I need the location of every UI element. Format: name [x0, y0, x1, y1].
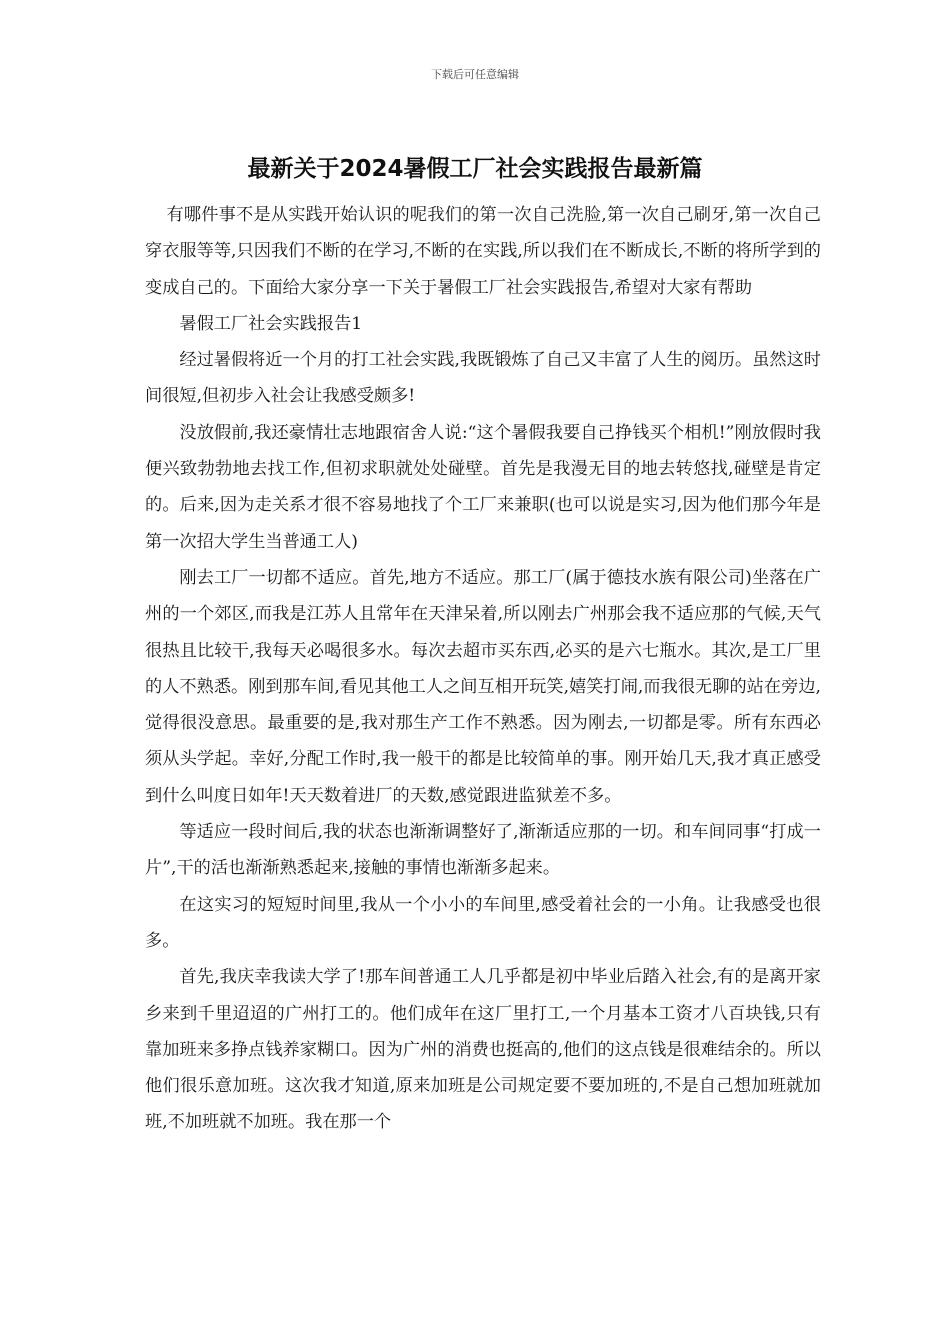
paragraph: 在这实习的短短时间里,我从一个小小的车间里,感受着社会的一小角。让我感受也很多。: [145, 894, 821, 951]
document-title: 最新关于2024暑假工厂社会实践报告最新篇: [247, 156, 703, 182]
section-heading: 暑假工厂社会实践报告1: [179, 313, 363, 334]
paragraph-intro: 有哪件事不是从实践开始认识的呢我们的第一次自己洗脸,第一次自己刷牙,第一次自己穿衣服等等,只因我们不断的在学习,不断的在实践,所以我们在不断成长,不断的将所学到的变成自己的。下面给大家分享一下关于暑假工厂社会实践报告,希望对大家有帮助: [145, 205, 821, 298]
paragraph: 刚去工厂一切都不适应。首先,地方不适应。那工厂(属于德技水族有限公司)坐落在广州的一个郊区,而我是江苏人且常年在天津呆着,所以刚去广州那会我不适应那的气候,天气很热且比较干,我每天必喝很多水。每次去超市买东西,必买的是六七瓶水。其次,是工厂里的人不熟悉。刚到那车间,看见其他工人之间互相开玩笑,嬉笑打闹,而我很无聊的站在旁边,觉得很没意思。最重要的是,我对那生产工作不熟悉。因为刚去,一切都是零。所有东西必须从头学起。幸好,分配工作时,我一般干的都是比较简单的事。刚开始几天,我才真正感受到什么叫度日如年!天天数着进厂的天数,感觉跟进监狱差不多。: [145, 567, 821, 806]
header-note: 下载后可任意编辑: [431, 68, 519, 81]
paragraph: 首先,我庆幸我读大学了!那车间普通工人几乎都是初中毕业后踏入社会,有的是离开家乡来到千里迢迢的广州打工的。他们成年在这厂里打工,一个月基本工资才八百块钱,只有靠加班来多挣点钱养家糊口。因为广州的消费也挺高的,他们的这点钱是很难结余的。所以他们很乐意加班。这次我才知道,原来加班是公司规定要不要加班的,不是自己想加班就加班,不加班就不加班。我在那一个: [145, 967, 821, 1133]
paragraph: 等适应一段时间后,我的状态也渐渐调整好了,渐渐适应那的一切。和车间同事“打成一片”,干的活也渐渐熟悉起来,接触的事情也渐渐多起来。: [145, 822, 821, 879]
paragraph: 没放假前,我还豪情壮志地跟宿舍人说:“这个暑假我要自己挣钱买个相机!”刚放假时我便兴致勃勃地去找工作,但初求职就处处碰壁。首先是我漫无目的地去转悠找,碰壁是肯定的。后来,因为走关系才很不容易地找了个工厂来兼职(也可以说是实习,因为他们那今年是第一次招大学生当普通工人): [145, 422, 821, 552]
document-body: [145, 197, 821, 1141]
paragraph: 经过暑假将近一个月的打工社会实践,我既锻炼了自己又丰富了人生的阅历。虽然这时间很短,但初步入社会让我感受颇多!: [145, 350, 821, 407]
